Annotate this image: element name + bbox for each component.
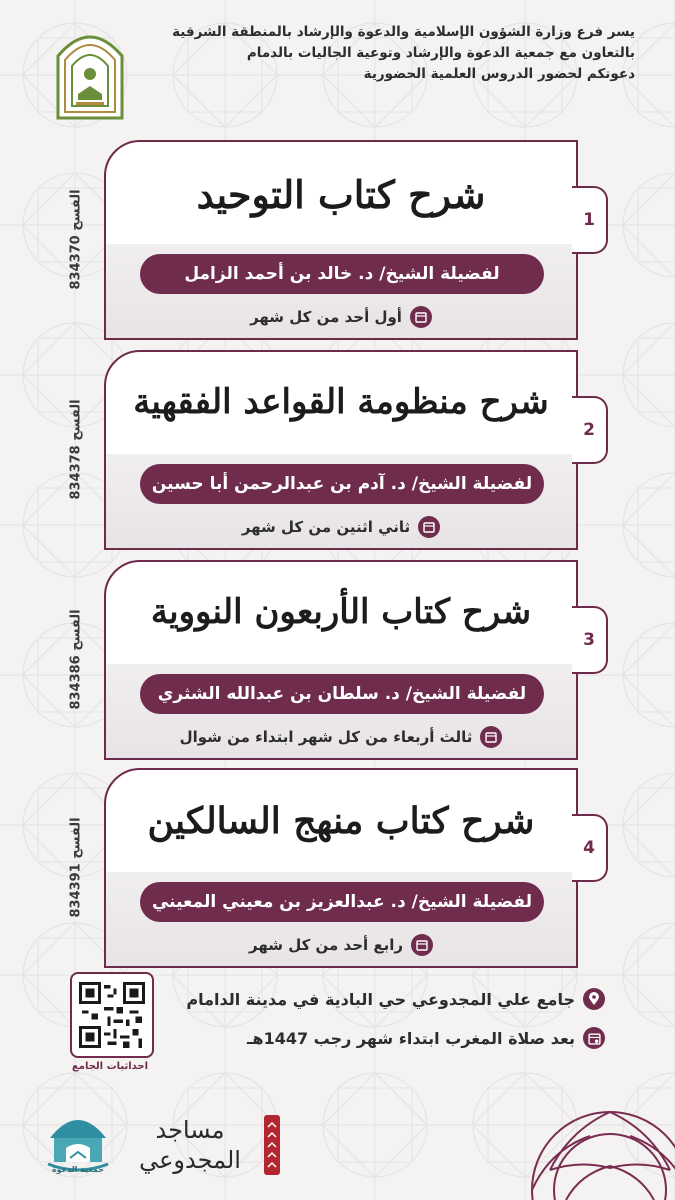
header-line-2: بالتعاون مع جمعية الدعوة والإرشاد وتوعية الجاليات بالدمام <box>246 45 635 61</box>
lesson-card-3 <box>104 560 578 760</box>
sheikh-name: لفضيلة الشيخ/ د. سلطان بن عبدالله الشثري <box>140 674 544 714</box>
header-line-1: يسر فرع وزارة الشؤون الإسلامية والدعوة والإرشاد بالمنطقة الشرقية <box>172 24 635 40</box>
lesson-timing <box>166 722 516 752</box>
permit-text: الفسح 834391 <box>68 816 84 918</box>
location-row <box>186 985 605 1013</box>
qr-label: احداثيات الجامع <box>71 1061 149 1072</box>
header <box>150 22 635 85</box>
lesson-number-tab-2: 2 <box>572 396 608 464</box>
permit-number-2 <box>56 364 96 534</box>
calendar-icon <box>411 934 433 956</box>
permit-text: الفسح 834370 <box>68 188 84 290</box>
brand-line-1: مساجد <box>155 1116 225 1144</box>
brand-mark-icon <box>262 1113 282 1177</box>
lesson-title: شرح منظومة القواعد الفقهية <box>133 382 549 422</box>
brand-name <box>120 1115 260 1175</box>
ministry-logo <box>52 22 128 120</box>
sheikh-name: لفضيلة الشيخ/ د. خالد بن أحمد الزامل <box>140 254 544 294</box>
association-name: جمعية الدعوة <box>51 1165 105 1174</box>
permit-number-1 <box>56 154 96 324</box>
header-line-3: دعوتكم لحضور الدروس العلمية الحضورية <box>363 66 635 82</box>
lesson-timing <box>166 302 516 332</box>
sheikh-name: لفضيلة الشيخ/ د. آدم بن عبدالرحمن أبا حسين <box>140 464 544 504</box>
calendar-icon <box>410 306 432 328</box>
permit-text: الفسح 834386 <box>68 608 84 710</box>
lesson-timing <box>166 512 516 542</box>
location-pin-icon <box>583 988 605 1010</box>
permit-number-3 <box>56 574 96 744</box>
brand-line-2: المجدوعي <box>139 1146 241 1174</box>
lesson-timing <box>166 930 516 960</box>
calendar-icon <box>480 726 502 748</box>
timing-text: أول أحد من كل شهر <box>250 308 402 326</box>
sheikh-name: لفضيلة الشيخ/ د. عبدالعزيز بن معيني المعيني <box>140 882 544 922</box>
lesson-number-tab-4: 4 <box>572 814 608 882</box>
lesson-card-4 <box>104 768 578 968</box>
qr-code[interactable] <box>70 972 154 1058</box>
timing-text: ثالث أربعاء من كل شهر ابتداء من شوال <box>179 728 473 746</box>
lesson-title: شرح كتاب الأربعون النووية <box>150 592 532 632</box>
lesson-number-tab-3: 3 <box>572 606 608 674</box>
location-text: جامع علي المجدوعي حي البادية في مدينة الدامام <box>186 989 575 1009</box>
lesson-card-1 <box>104 140 578 340</box>
lesson-title: شرح كتاب منهج السالكين <box>147 800 535 842</box>
corner-ornament <box>470 1070 675 1200</box>
timing-text: ثاني اثنين من كل شهر <box>241 518 411 536</box>
permit-number-4 <box>56 782 96 952</box>
schedule-text: بعد صلاة المغرب ابتداء شهر رجب 1447هـ <box>247 1028 575 1048</box>
timing-text: رابع أحد من كل شهر <box>248 936 404 954</box>
lesson-card-2 <box>104 350 578 550</box>
lesson-number-tab-1: 1 <box>572 186 608 254</box>
schedule-row <box>247 1024 605 1052</box>
calendar-clock-icon <box>583 1027 605 1049</box>
permit-text: الفسح 834378 <box>68 398 84 500</box>
lesson-title: شرح كتاب التوحيد <box>196 172 486 217</box>
calendar-icon <box>418 516 440 538</box>
qr-code-icon <box>79 982 145 1048</box>
